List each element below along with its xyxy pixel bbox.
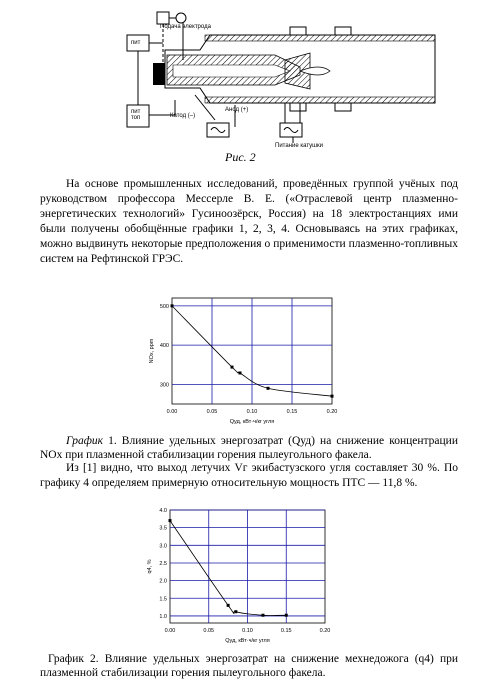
caption-1-text: 1. Влияние удельных энергозатрат (Qуд) на снижение концентрации NOx при плазменной стабилизации горения пылеугольного факела.: [40, 435, 458, 461]
schematic-figure: [95, 5, 440, 153]
x-tick-label: 0.00: [166, 409, 178, 415]
data-point: [227, 604, 230, 607]
y-tick-label: 1.0: [159, 613, 167, 620]
y-tick-label: 3.0: [159, 543, 167, 550]
caption-1: [40, 434, 458, 462]
x-tick-label: 0.00: [164, 628, 176, 634]
data-curve: [170, 521, 286, 616]
x-axis-label: Qуд, кВт·ч/кг угля: [229, 419, 275, 425]
plasma-torch-diagram: [95, 5, 440, 153]
label-electrode-feed: Подача электрода: [160, 24, 211, 30]
label-anode: Анод (+): [225, 107, 249, 113]
paragraph-2: Из [1] видно, что выход летучих Vг экибастузского угля составляет 30 %. По графику 4 определяем примерную относительную мощность ПТС — 11,8 %.: [40, 462, 458, 489]
caption-1-label: График: [66, 435, 104, 447]
label-coil-power: Питание катушки: [275, 143, 323, 149]
label-box-bottom: пит топ: [131, 109, 141, 121]
data-point: [331, 395, 334, 398]
x-tick-label: 0.10: [246, 409, 258, 415]
y-tick-label: 4.0: [159, 508, 167, 514]
data-point: [234, 610, 237, 613]
chart-2: [132, 503, 342, 646]
data-point: [285, 614, 288, 617]
y-tick-label: 1.5: [159, 596, 167, 603]
y-tick-label: 3.5: [159, 525, 167, 532]
x-tick-label: 0.20: [319, 628, 331, 634]
x-axis-label: Qуд, кВт·ч/кг угля: [225, 638, 270, 644]
caption-2: График 2. Влияние удельных энергозатрат на снижение мехнедожога (q4) при плазменной стабилизации горения пылеугольного факела.: [40, 653, 458, 679]
x-tick-label: 0.05: [203, 628, 215, 634]
y-axis-label: q4, %: [147, 559, 153, 574]
data-point: [262, 614, 265, 617]
chart-1-svg: [135, 290, 345, 425]
chart-2-svg: [132, 503, 342, 646]
x-tick-label: 0.15: [286, 409, 298, 415]
x-tick-label: 0.15: [280, 628, 292, 634]
y-tick-label: 500: [159, 303, 169, 310]
data-point: [267, 387, 270, 390]
data-point: [239, 371, 242, 374]
y-tick-label: 300: [159, 382, 169, 389]
x-tick-label: 0.20: [326, 409, 338, 415]
paragraph-1: На основе промышленных исследований, проведённых группой учёных под руководством профессора Мессерле В. Е. («Отраслевой центр плазменно-энергетических технологий» Гусиноозёрск, Россия) на 18 электростанциях ими были получены обобщённые графики 1, 2, 3, 4. Основываясь на этих графиках, можно выдвинуть некоторые предположения о применимости плазменно-топливных систем на Рефтинской ГРЭС.: [40, 178, 458, 265]
y-tick-label: 2.0: [159, 578, 167, 585]
y-tick-label: 400: [159, 343, 169, 350]
y-axis-label: NOx, ppm: [149, 338, 155, 364]
figure-caption: Рис. 2: [225, 150, 256, 164]
y-tick-label: 2.5: [159, 560, 167, 567]
label-box-top: пит: [131, 40, 141, 46]
data-point: [169, 519, 172, 522]
x-tick-label: 0.10: [242, 628, 253, 634]
x-tick-label: 0.05: [206, 409, 218, 415]
data-point: [231, 366, 234, 369]
chart-1: [135, 290, 345, 425]
label-cathode: Катод (–): [170, 113, 196, 119]
data-point: [171, 304, 174, 307]
